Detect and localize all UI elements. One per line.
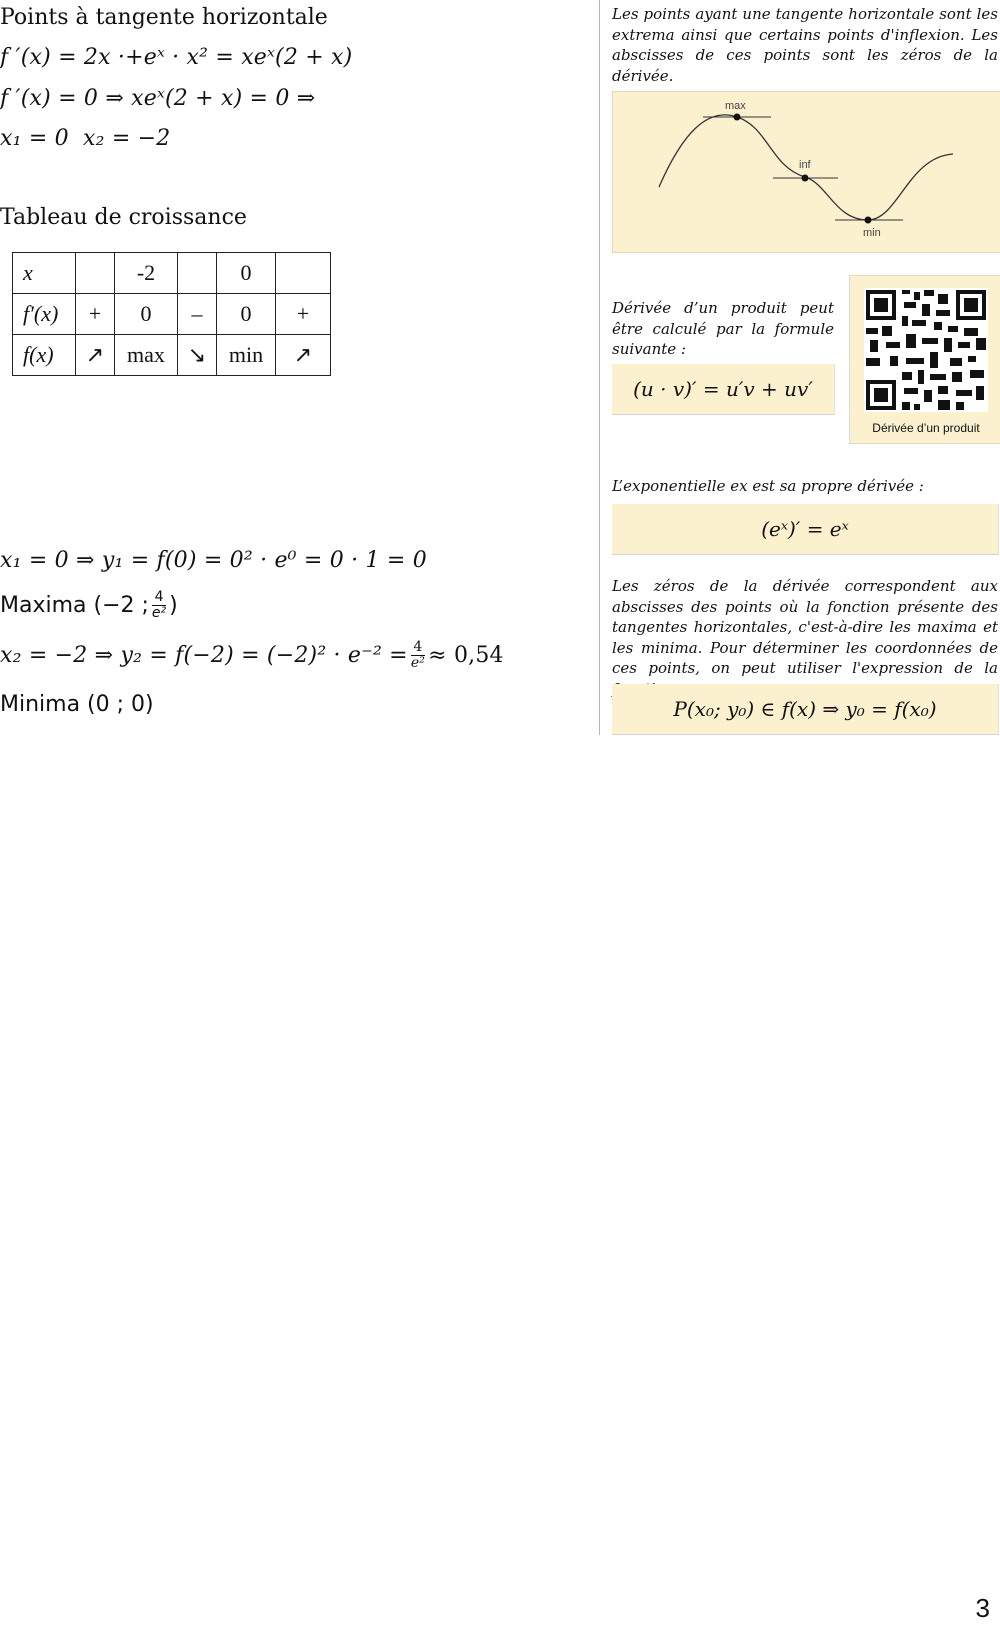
table-cell: f(x) <box>13 335 76 376</box>
note-extrema: Les points ayant une tangente horizontale sont les extrema ainsi que certains points d'inflexion. Les abscisses de ces points sont les zéros de la dérivée. <box>612 5 998 85</box>
page-number: 3 <box>975 1593 990 1623</box>
formula-exp: (eˣ)′ = eˣ <box>761 517 849 541</box>
table-cell: + <box>76 294 115 335</box>
fraction-numerator: 4 <box>411 640 425 656</box>
min-label: min <box>863 227 881 239</box>
table-title: Tableau de croissance <box>0 205 247 230</box>
formula-point-box <box>612 684 999 735</box>
maxima-fraction <box>152 590 166 621</box>
fraction-numerator: 4 <box>152 590 166 606</box>
table-cell: 0 <box>115 294 178 335</box>
table-cell <box>276 253 331 294</box>
table-cell: -2 <box>115 253 178 294</box>
column-divider <box>599 0 600 735</box>
table-row <box>13 335 331 376</box>
table-cell: 0 <box>217 294 276 335</box>
table-cell: + <box>276 294 331 335</box>
qr-caption: Dérivée d’un produit <box>872 421 980 435</box>
qr-code-icon <box>850 276 1000 416</box>
fraction-denominator: e² <box>151 605 167 621</box>
section-title: Points à tangente horizontale <box>0 5 328 30</box>
table-cell: ↘ <box>178 335 217 376</box>
table-row <box>13 253 331 294</box>
growth-table <box>12 252 331 376</box>
y2-expression: x₂ = −2 ⇒ y₂ = f(−2) = (−2)² · e⁻² = <box>0 643 408 668</box>
maxima-suffix: ) <box>169 593 178 618</box>
table-cell: x <box>13 253 76 294</box>
note-exponential: L’exponentielle ex est sa propre dérivée : <box>612 477 924 495</box>
table-cell <box>178 253 217 294</box>
formula-exp-box <box>612 504 999 555</box>
minima-line: Minima (0 ; 0) <box>0 692 154 717</box>
formula-product-box <box>612 364 835 415</box>
y2-computation <box>0 640 504 671</box>
inf-label: inf <box>799 159 811 171</box>
y2-fraction <box>411 640 425 671</box>
table-cell: min <box>217 335 276 376</box>
y2-approx: ≈ 0,54 <box>428 643 504 668</box>
inflection-point <box>802 175 809 182</box>
derivative-formula: f ′(x) = 2x ·+eˣ · x² = xeˣ(2 + x) <box>0 45 353 70</box>
qr-code[interactable] <box>849 275 1000 444</box>
max-label: max <box>725 100 746 112</box>
table-cell: 0 <box>217 253 276 294</box>
table-cell <box>76 253 115 294</box>
note-product: Dérivée d’un produit peut être calculé par la formule suivante : <box>612 299 834 358</box>
y1-computation: x₁ = 0 ⇒ y₁ = f(0) = 0² · e⁰ = 0 · 1 = 0 <box>0 548 427 573</box>
table-cell: ↗ <box>76 335 115 376</box>
table-row <box>13 294 331 335</box>
formula-product: (u · v)′ = u′v + uv′ <box>633 377 813 401</box>
maxima-prefix: Maxima (−2 ; <box>0 593 149 618</box>
table-cell: max <box>115 335 178 376</box>
zero-equation: f ′(x) = 0 ⇒ xeˣ(2 + x) = 0 ⇒ <box>0 86 316 111</box>
curve-illustration <box>613 92 1000 252</box>
formula-point: P(x₀; y₀) ∈ f(x) ⇒ y₀ = f(x₀) <box>673 697 937 721</box>
table-cell: ↗ <box>276 335 331 376</box>
maxima-line <box>0 590 178 621</box>
note-zeros: Les zéros de la dérivée correspondent aux abscisses des points où la fonction présente des tangentes horizontales, c'est-à-dire les maxima et les minima. Pour déterminer les coordonnées de ces points, on peut utiliser l'expression de la <box>612 577 998 677</box>
table-cell: – <box>178 294 217 335</box>
root-x2: x₂ = −2 <box>83 126 171 151</box>
max-point <box>734 114 741 121</box>
table-cell: f′(x) <box>13 294 76 335</box>
curve-figure <box>612 91 1000 253</box>
root-x1: x₁ = 0 <box>0 126 69 151</box>
fraction-denominator: e² <box>410 655 426 671</box>
min-point <box>865 217 872 224</box>
